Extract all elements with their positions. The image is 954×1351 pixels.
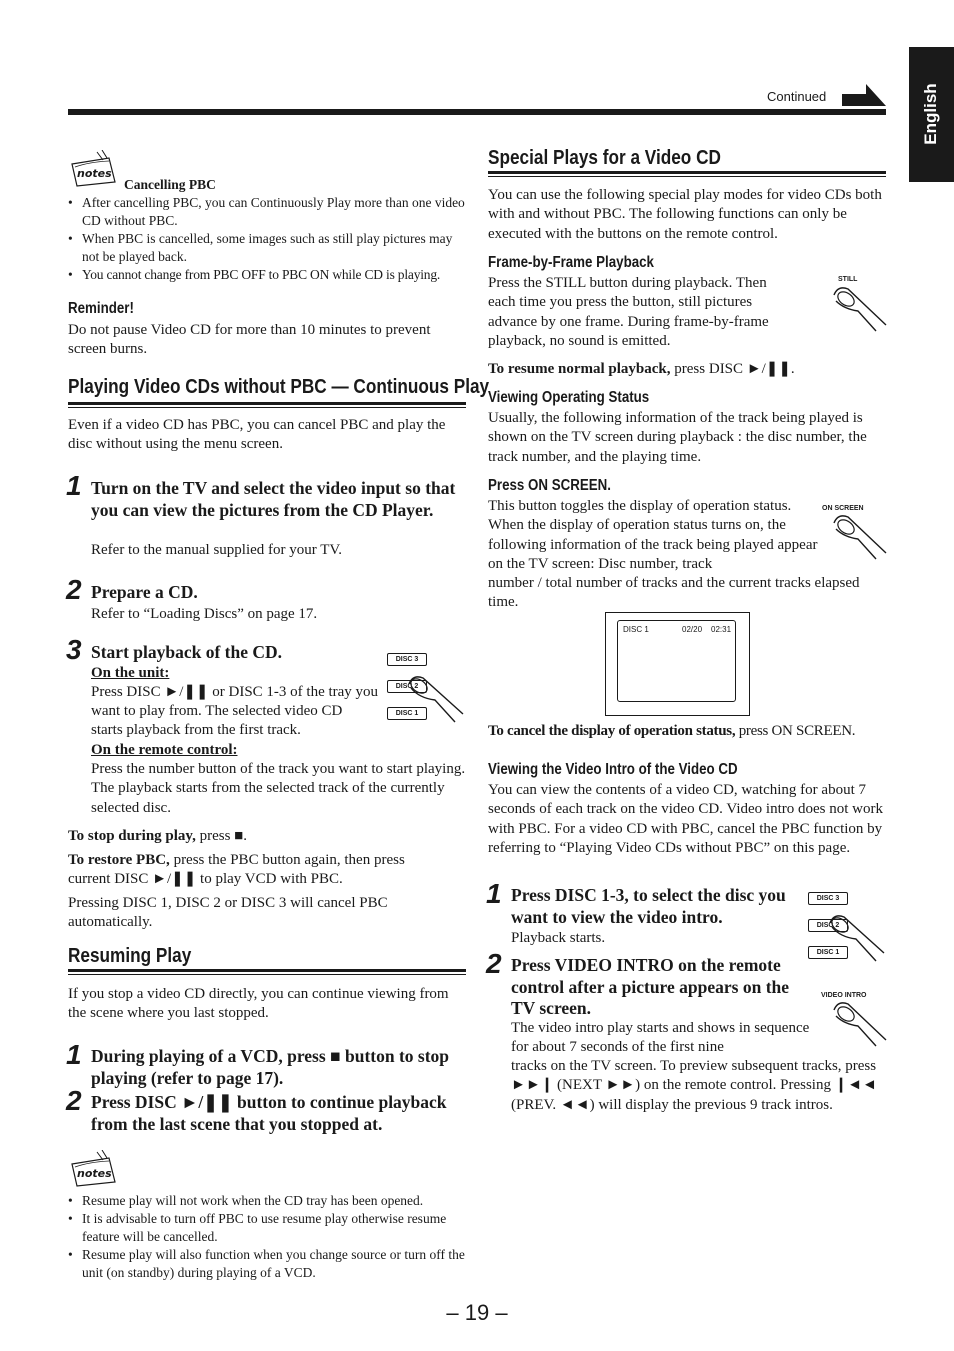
section-rule <box>68 402 466 405</box>
intro-step1-heading: Press DISC 1-3, to select the disc you want to view the video intro. <box>511 885 786 927</box>
disc3-button: DISC 3 <box>387 653 427 666</box>
step-number: 1 <box>66 470 82 501</box>
continued-label: Continued <box>767 89 827 104</box>
cancel-display: To cancel the display of operation status, press ON SCREEN. <box>488 723 856 739</box>
step3-heading: Start playback of the CD. <box>91 642 283 662</box>
svg-text:notes: notes <box>77 1167 112 1180</box>
section-rule <box>68 974 466 975</box>
finger-press-icon <box>826 911 888 963</box>
step-number: 1 <box>66 1039 82 1070</box>
language-tab-label: English <box>921 83 940 145</box>
pressing-disc-note: Pressing DISC 1, DISC 2 or DISC 3 will cancel PBC automatically. <box>68 895 388 931</box>
video-intro-heading: Viewing the Video Intro of the Video CD <box>488 761 738 778</box>
still-button-label: STILL <box>838 276 858 283</box>
intro-step2-text-a: The video intro play starts and shows in sequence for about 7 seconds of the first nine <box>511 1020 810 1056</box>
press-on-screen-text-b: number / total number of tracks and the current tracks elapsed time. <box>488 575 860 611</box>
finger-press-icon <box>830 285 890 333</box>
step-number: 2 <box>66 1085 82 1116</box>
section-rule <box>68 407 466 408</box>
resuming-intro: If you stop a video CD directly, you can continue viewing from the scene where you last stopped. <box>68 986 449 1022</box>
finger-press-icon <box>830 513 890 561</box>
list-item: • After cancelling PBC, you can Continuously Play more than one video CD without PBC. <box>68 194 468 230</box>
list-item: • Resume play will also function when you change source or turn off the unit (on standby) during playing of a VCD. <box>68 1246 470 1282</box>
disc2-button: DISC 2 <box>387 680 427 693</box>
frame-text: Press the STILL button during playback. Then each time you press the button, still pictures advance by one frame. During frame-by-frame playback, no sound is emitted. <box>488 275 769 349</box>
frame-heading: Frame-by-Frame Playback <box>488 254 654 271</box>
disc3-button: DISC 3 <box>808 892 848 905</box>
on-unit-text-a: Press DISC ►/❚❚ or DISC 1-3 of the tray you <box>91 684 379 700</box>
on-remote-label: On the remote control: <box>91 742 238 758</box>
list-item: • When PBC is cancelled, some images such as still play pictures may not be played back. <box>68 230 468 266</box>
resuming-play-heading: Resuming Play <box>68 945 192 967</box>
notes-icon <box>69 150 119 188</box>
list-item: • Resume play will not work when the CD tray has been opened. <box>68 1192 470 1210</box>
disc1-button: DISC 1 <box>387 707 427 720</box>
tv-screen-illustration <box>605 612 750 716</box>
restore-pbc: To restore PBC, press the PBC button again, then press current DISC ►/❚❚ to play VCD with PBC. <box>68 852 405 888</box>
step-number: 3 <box>66 634 82 665</box>
press-on-screen-heading: Press ON SCREEN. <box>488 477 611 494</box>
resume-step1-heading: During playing of a VCD, press ■ button to stop playing (refer to page 17). <box>91 1046 450 1088</box>
section-rule <box>488 176 886 177</box>
finger-press-icon <box>830 1000 890 1048</box>
step-number: 1 <box>486 878 502 909</box>
notes-icon <box>69 1150 119 1188</box>
step2-heading: Prepare a CD. <box>91 582 198 602</box>
intro-step2-heading: Press VIDEO INTRO on the remote control after a picture appears on the TV screen. <box>511 955 790 1018</box>
resume-normal: To resume normal playback, press DISC ►/❚❚. <box>488 361 795 377</box>
osd-time: 02:31 <box>711 625 732 634</box>
intro-step1-text: Playback starts. <box>511 930 606 946</box>
step-number: 2 <box>486 948 502 979</box>
status-heading: Viewing Operating Status <box>488 389 650 406</box>
resume-step2-heading: Press DISC ►/❚❚ button to continue playback from the last scene that you stopped at. <box>91 1092 447 1134</box>
step2-text: Refer to “Loading Discs” on page 17. <box>91 606 318 622</box>
section-rule <box>68 969 466 972</box>
step1-heading: Turn on the TV and select the video input so that you can view the pictures from the CD Player. <box>91 478 456 520</box>
osd-disc: DISC 1 <box>623 625 649 634</box>
list-item: • It is advisable to turn off PBC to use resume play otherwise resume feature will be cancelled. <box>68 1210 470 1246</box>
notes-title: Cancelling PBC <box>124 177 216 192</box>
osd-track: 02/20 <box>682 625 703 634</box>
special-plays-heading: Special Plays for a Video CD <box>488 147 721 169</box>
press-on-screen-text-a: This button toggles the display of operation status. When the display of operation status turns on, the following information of the track being played appear on the TV screen: Disc number, track <box>488 498 818 572</box>
reminder-heading: Reminder! <box>68 300 134 317</box>
on-remote-text: Press the number button of the track you want to start playing. The playback starts from the selected track of the currently selected disc. <box>91 761 466 816</box>
stop-during-play: To stop during play, press ■. <box>68 828 247 844</box>
video-intro-text: You can view the contents of a video CD, watching for about 7 seconds of each track on the video CD. Video intro does not work with PBC. For a video CD with PBC, cancel the PBC function by referring to “Playing Video CDs without PBC” on this page. <box>488 782 883 856</box>
notes-list <box>68 194 468 284</box>
step1-text: Refer to the manual supplied for your TV. <box>91 542 343 558</box>
page-number: – 19 – <box>446 1300 508 1325</box>
header-rule <box>68 109 886 115</box>
disc1-button: DISC 1 <box>808 946 848 959</box>
continued-arrow-icon <box>842 82 888 108</box>
disc2-button: DISC 2 <box>808 919 848 932</box>
svg-text:notes: notes <box>77 167 112 180</box>
status-text: Usually, the following information of the track being played is shown on the TV screen during playback : the disc number, the track number, and the playing time. <box>488 410 867 465</box>
on-screen-button-label: ON SCREEN <box>822 505 864 512</box>
section-rule <box>488 171 886 174</box>
step-number: 2 <box>66 574 82 605</box>
list-item: • You cannot change from PBC OFF to PBC ON while CD is playing. <box>68 266 468 284</box>
on-unit-text-b: want to play from. The selected video CD starts playback from the first track. <box>91 703 343 739</box>
continuous-intro: Even if a video CD has PBC, you can cancel PBC and play the disc without using the menu screen. <box>68 417 446 453</box>
continuous-play-heading: Playing Video CDs without PBC — Continuous Play <box>68 376 490 398</box>
intro-step2-text-b: tracks on the TV screen. To preview subsequent tracks, press ►►❙ (NEXT ►►) on the remote control. Pressing ❙◄◄ (PREV. ◄◄) will display the previous 9 track intros. <box>511 1058 877 1113</box>
tv-screen-inner <box>617 620 736 702</box>
language-tab <box>909 47 954 182</box>
notes-list <box>68 1192 470 1282</box>
finger-press-icon <box>405 672 467 724</box>
on-unit-label: On the unit: <box>91 665 170 681</box>
reminder-text: Do not pause Video CD for more than 10 minutes to prevent screen burns. <box>68 322 431 358</box>
special-intro: You can use the following special play modes for video CDs both with and without PBC. The following functions can only be executed with the buttons on the remote control. <box>488 187 882 242</box>
video-intro-button-label: VIDEO INTRO <box>821 992 867 999</box>
